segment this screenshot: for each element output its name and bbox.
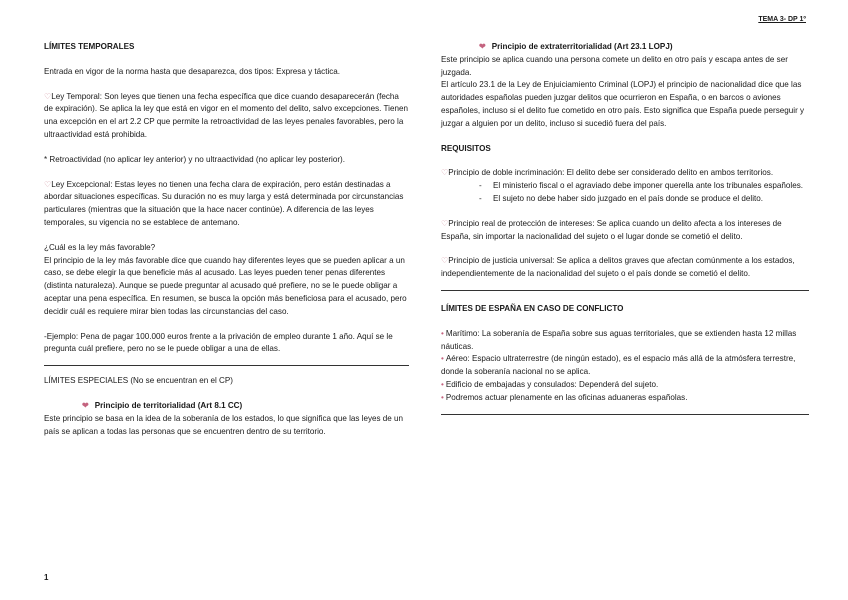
- heart-outline-icon: ♡: [441, 218, 449, 228]
- paragraph-ley-excepcional: ♡Ley Excepcional: Estas leyes no tienen una fecha clara de expiración, pero están destinadas a abordar situaciones específicas. Su duración no es muy larga y está determinada por circunstancias particulares (mientras que la situación que la hace nacer continúe). A diferencia de las leyes temporales, su vigencia no se establece de antemano.: [44, 179, 404, 227]
- bullet-dot-icon: •: [441, 392, 444, 402]
- section-title-limites-espana: LÍMITES DE ESPAÑA EN CASO DE CONFLICTO: [441, 303, 624, 313]
- paragraph-ley-temporal: ♡Ley Temporal: Son leyes que tienen una fecha específica que dice cuando desaparecerán (fecha de expiración). Se aplica la ley que está en vigor en el momento del delito, salvo excepciones. Tienen una excepción en el art 2.2 CP que permite la retroactividad de las leyes penales favorables, pero la ultraactividad está prohibida.: [44, 91, 408, 139]
- item-maritimo: • Marítimo: La soberanía de España sobre sus aguas territoriales, que se extienden hasta 12 millas náuticas.: [441, 328, 797, 351]
- paragraph-articulo-23: El artículo 23.1 de la Ley de Enjuiciamiento Criminal (LOPJ) el principio de nacionalidad dice que las autoridades españolas pueden juzgar delitos que ocurrieron en España, o en barcos o aviones españoles, incluso si el delito fue cometido en otro país. Esto significa que España puede perseguir y juzgar a alguien por un delito, incluso si sucedió fuera del país.: [441, 80, 805, 128]
- subheading-territorialidad: ❤ Principio de territorialidad (Art 8.1 CC): [82, 400, 243, 410]
- bullet-dot-icon: •: [441, 328, 444, 338]
- page-number: 1: [44, 573, 49, 582]
- paragraph-territorialidad: Este principio se basa en la idea de la soberanía de los estados, lo que significa que las leyes de un país se aplican a todas las personas que se encuentren dentro de su territorio.: [44, 413, 404, 436]
- item-embajadas: • Edificio de embajadas y consulados: Dependerá del sujeto.: [441, 379, 659, 389]
- item-aduaneras: • Podremos actuar plenamente en las oficinas aduaneras españolas.: [441, 392, 688, 402]
- divider: [441, 414, 809, 415]
- item-aereo: • Aéreo: Espacio ultraterrestre (de ningún estado), es el espacio más allá de la atmósfera terrestre, donde la soberanía nacional no se aplica.: [441, 354, 796, 377]
- bullet-dot-icon: •: [441, 379, 444, 389]
- heart-outline-icon: ♡: [441, 168, 449, 178]
- section-title-limites-especiales: LÍMITES ESPECIALES (No se encuentran en el CP): [44, 376, 233, 386]
- list-item: - El ministerio fiscal o el agraviado debe imponer querella ante los tribunales españoles.: [479, 180, 809, 193]
- paragraph-extraterritorialidad: Este principio se aplica cuando una persona comete un delito en otro país y escapa antes de ser juzgada.: [441, 54, 788, 77]
- paragraph-justicia-universal: ♡Principio de justicia universal: Se aplica a delitos graves que afectan comúnmente a los estados, independientemente de la nacionalidad del sujeto o el país donde se cometió el delito.: [441, 256, 795, 279]
- requisitos-list: [441, 180, 809, 206]
- section-title-limites-temporales: LÍMITES TEMPORALES: [44, 42, 135, 51]
- paragraph-entrada-vigor: Entrada en vigor de la norma hasta que desaparezca, dos tipos: Expresa y táctica.: [44, 66, 341, 76]
- subheading-extraterritorialidad: ❤ Principio de extraterritorialidad (Art 23.1 LOPJ): [479, 42, 673, 51]
- paragraph-doble-incriminacion: ♡Principio de doble incriminación: El delito debe ser considerado delito en ambos territorios.: [441, 168, 774, 178]
- bullet-dot-icon: •: [441, 354, 444, 364]
- paragraph-proteccion-intereses: ♡Principio real de protección de intereses: Se aplica cuando un delito afecta a los intereses de España, sin importar la nacionalidad del sujeto o el lugar donde se cometió el delito.: [441, 218, 782, 241]
- heart-outline-icon: ♡: [44, 91, 52, 101]
- paragraph-ley-favorable: El principio de la ley más favorable dice que cuando hay diferentes leyes que se pueden aplicar a un caso, se debe elegir la que beneficie más al acusado. Las leyes pueden tener penas diferentes (distinta naturaleza). Aunque se puede preguntar al acusado qué prefiere, no se le puede obligar a aceptar una pena específica. En resumen, se busca la opción más beneficiosa para el acusado, pero decidir cuál es requiere mirar bien todas las circunstancias del caso.: [44, 255, 407, 316]
- paragraph-ejemplo: -Ejemplo: Pena de pagar 100.000 euros frente a la privación de empleo durante 1 año. Aquí se le pregunta cuál prefiere, pero no se le puede obligar a una de ellas.: [44, 331, 393, 354]
- left-column: [44, 41, 409, 438]
- heart-outline-icon: ♡: [441, 256, 449, 266]
- question-ley-favorable: ¿Cuál es la ley más favorable?: [44, 242, 156, 252]
- header-tag: TEMA 3- DP 1º: [758, 16, 806, 23]
- heart-icon: ❤: [82, 400, 89, 410]
- paragraph-retroactividad: * Retroactividad (no aplicar ley anterior) y no ultraactividad (no aplicar ley posterior).: [44, 154, 345, 164]
- section-title-requisitos: REQUISITOS: [441, 143, 491, 153]
- heart-icon: ❤: [479, 42, 486, 51]
- right-column: [441, 41, 809, 415]
- heart-outline-icon: ♡: [44, 179, 52, 189]
- list-item: - El sujeto no debe haber sido juzgado en el país donde se produce el delito.: [479, 193, 809, 206]
